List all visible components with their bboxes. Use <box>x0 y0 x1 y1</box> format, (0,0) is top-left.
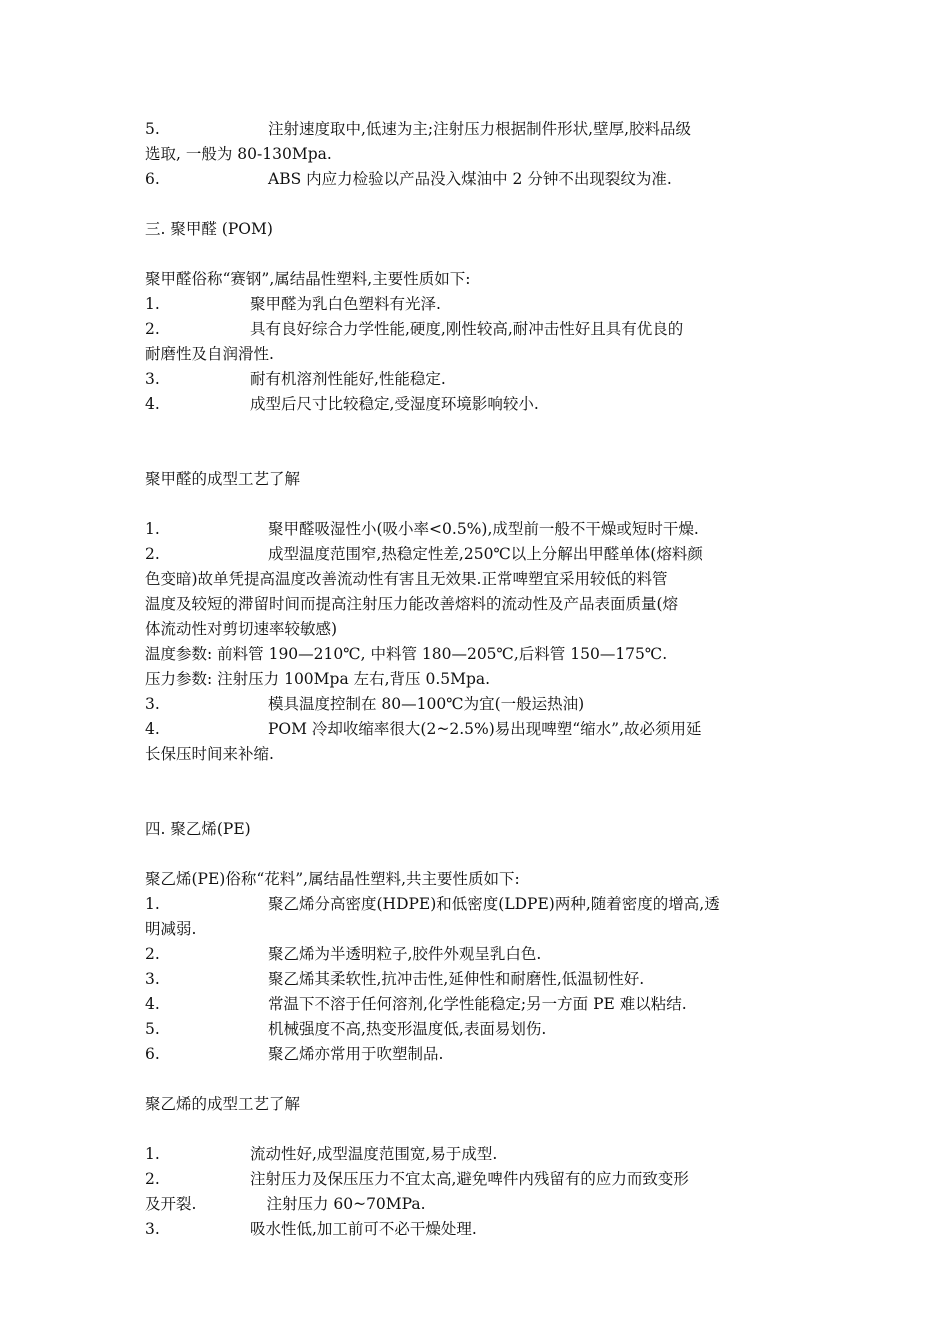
list-item <box>145 117 810 142</box>
list-item <box>145 167 810 192</box>
item-number: 2. <box>145 545 160 563</box>
item-text: POM 冷却收缩率很大(2~2.5%)易出现啤塑“缩水”,故必须用延 <box>268 720 702 738</box>
list-item <box>145 292 810 317</box>
item-number: 5. <box>145 1020 160 1038</box>
list-item <box>145 892 810 917</box>
item-text: 机械强度不高,热变形温度低,表面易划伤. <box>268 1020 547 1038</box>
item-number: 4. <box>145 995 160 1013</box>
list-item <box>145 717 810 742</box>
list-item <box>145 367 810 392</box>
list-item <box>145 1042 810 1067</box>
item-text: 聚甲醛为乳白色塑料有光泽. <box>250 295 441 313</box>
item-text-continued: 选取, 一般为 80-130Mpa. <box>145 145 332 163</box>
section-intro: 聚甲醛俗称“赛钢”,属结晶性塑料,主要性质如下: <box>145 270 471 288</box>
item-text-continued: 色变暗)故单凭提高温度改善流动性有害且无效果.正常啤塑宜采用较低的料管 <box>145 570 668 588</box>
item-text: 注射速度取中,低速为主;注射压力根据制件形状,壁厚,胶料品级 <box>268 120 692 138</box>
list-item <box>145 942 810 967</box>
item-number: 1. <box>145 520 160 538</box>
item-text: 注射压力及保压压力不宜太高,避免啤件内残留有的应力而致变形 <box>250 1170 689 1188</box>
item-number: 1. <box>145 895 160 913</box>
item-text: 常温下不溶于任何溶剂,化学性能稳定;另一方面 PE 难以粘结. <box>268 995 687 1013</box>
list-item <box>145 992 810 1017</box>
item-text: 具有良好综合力学性能,硬度,刚性较高,耐冲击性好且具有优良的 <box>250 320 684 338</box>
list-item <box>145 1142 810 1167</box>
item-number: 3. <box>145 370 160 388</box>
item-number: 3. <box>145 970 160 988</box>
item-number: 6. <box>145 170 160 188</box>
item-text-continued: 长保压时间来补缩. <box>145 745 274 763</box>
process-heading-pe: 聚乙烯的成型工艺了解 <box>145 1095 301 1113</box>
item-text: 成型后尺寸比较稳定,受湿度环境影响较小. <box>250 395 539 413</box>
item-text-continued: 明减弱. <box>145 920 197 938</box>
list-item <box>145 1217 810 1242</box>
list-item <box>145 317 810 342</box>
item-text: 模具温度控制在 80—100℃为宜(一般运热油) <box>268 695 585 713</box>
item-text: 聚甲醛吸湿性小(吸小率<0.5%),成型前一般不干燥或短时干燥. <box>268 520 699 538</box>
item-text: ABS 内应力检验以产品没入煤油中 2 分钟不出现裂纹为准. <box>268 170 672 188</box>
item-number: 3. <box>145 1220 160 1238</box>
list-item <box>145 392 810 417</box>
section-heading-pe: 四. 聚乙烯(PE) <box>145 820 251 838</box>
pressure-parameters: 压力参数: 注射压力 100Mpa 左右,背压 0.5Mpa. <box>145 670 491 688</box>
item-text: 聚乙烯其柔软性,抗冲击性,延伸性和耐磨性,低温韧性好. <box>268 970 645 988</box>
item-text: 聚乙烯为半透明粒子,胶件外观呈乳白色. <box>268 945 542 963</box>
item-number: 1. <box>145 1145 160 1163</box>
item-text-part: 注射压力 60~70MPa. <box>266 1195 426 1213</box>
item-text: 耐有机溶剂性能好,性能稳定. <box>250 370 446 388</box>
item-text-continued: 体流动性对剪切速率较敏感) <box>145 620 338 638</box>
item-text: 流动性好,成型温度范围宽,易于成型. <box>250 1145 498 1163</box>
item-text-continued: 温度及较短的滞留时间而提高注射压力能改善熔料的流动性及产品表面质量(熔 <box>145 595 679 613</box>
list-item <box>145 967 810 992</box>
item-number: 2. <box>145 1170 160 1188</box>
item-number: 2. <box>145 945 160 963</box>
item-number: 4. <box>145 720 160 738</box>
list-item <box>145 517 810 542</box>
item-number: 4. <box>145 395 160 413</box>
item-text: 成型温度范围窄,热稳定性差,250℃以上分解出甲醛单体(熔料颜 <box>268 545 703 563</box>
item-text-continued: 耐磨性及自润滑性. <box>145 345 274 363</box>
process-heading-pom: 聚甲醛的成型工艺了解 <box>145 470 301 488</box>
document-page <box>145 117 810 1242</box>
item-number: 5. <box>145 120 160 138</box>
section-intro: 聚乙烯(PE)俗称“花料”,属结晶性塑料,共主要性质如下: <box>145 870 520 888</box>
list-item <box>145 1167 810 1192</box>
item-text: 吸水性低,加工前可不必干燥处理. <box>250 1220 477 1238</box>
item-text: 聚乙烯分高密度(HDPE)和低密度(LDPE)两种,随着密度的增高,透 <box>268 895 720 913</box>
item-number: 1. <box>145 295 160 313</box>
list-item <box>145 692 810 717</box>
item-number: 6. <box>145 1045 160 1063</box>
list-item <box>145 1017 810 1042</box>
item-text-continued <box>145 1192 810 1217</box>
item-number: 3. <box>145 695 160 713</box>
list-item <box>145 542 810 567</box>
item-text: 聚乙烯亦常用于吹塑制品. <box>268 1045 444 1063</box>
item-text-part: 及开裂. <box>145 1195 197 1213</box>
section-heading-pom: 三. 聚甲醛 (POM) <box>145 220 273 238</box>
temperature-parameters: 温度参数: 前料管 190—210℃, 中料管 180—205℃,后料管 150—175℃. <box>145 645 668 663</box>
item-number: 2. <box>145 320 160 338</box>
